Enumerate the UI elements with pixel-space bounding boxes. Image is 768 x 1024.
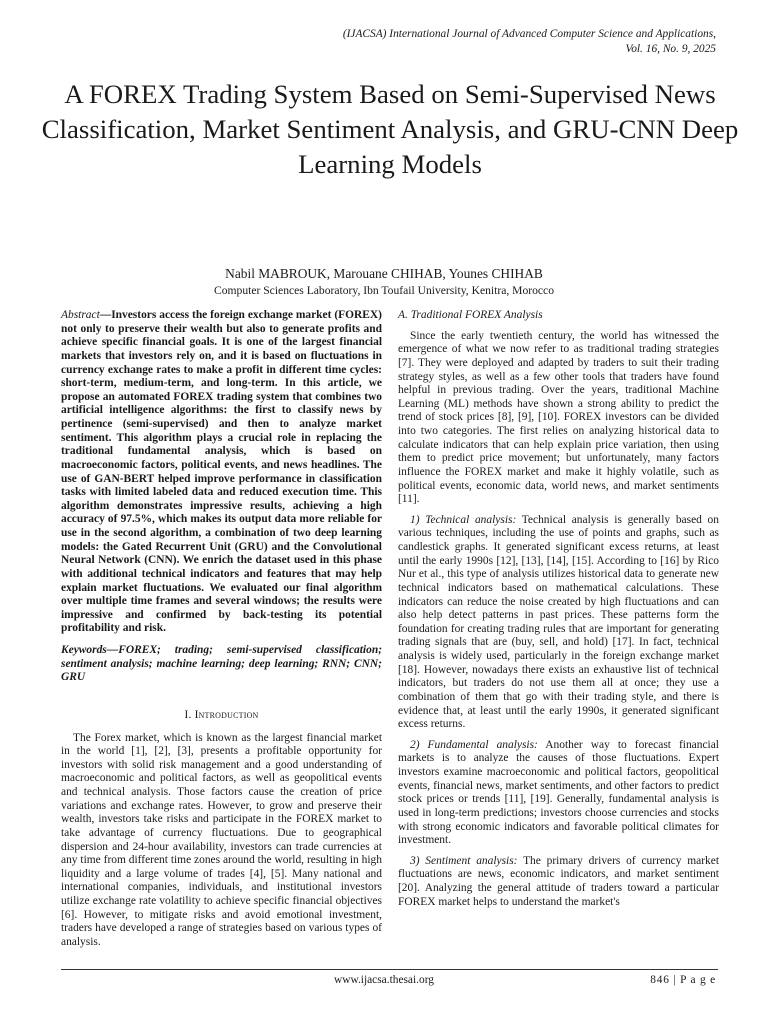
sentiment-analysis-paragraph bbox=[398, 855, 719, 910]
footer-url: www.ijacsa.thesai.org bbox=[334, 974, 434, 986]
fundamental-analysis-label: 2) Fundamental analysis: bbox=[410, 738, 538, 751]
sentiment-analysis-label: 3) Sentiment analysis: bbox=[410, 854, 518, 867]
abstract-label: Abstract bbox=[61, 309, 100, 321]
abstract bbox=[61, 309, 382, 636]
fundamental-analysis-text: Another way to forecast financial markets is to analyze the causes of those fluctuations. Expert investors examine macroeconomic and political factors, geopolitical events, financial news, market sentiments, and other factors to predict stock prices or trends [11], [19]. Generally, fundamental analysis is used in long-term predictions; investors choose currencies and stocks with strong economic indicators and favorable political climates for investment. bbox=[398, 738, 719, 847]
subsection-heading: A. Traditional FOREX Analysis bbox=[398, 309, 543, 321]
page-number: 846 | P a g e bbox=[650, 974, 716, 986]
keywords bbox=[61, 644, 382, 685]
intro-paragraph: The Forex market, which is known as the largest financial market in the world [1], [2], [3], presents a profitable opportunity for investors with solid risk management and a good understanding of macroeconomic and political factors, as well as geopolitical events and technical analysis. Those factors cause the creation of price variations and exchange rates. However, to grow and preserve their wealth, investors take risks and participate in the FOREX market to take advantage of currency fluctuations. Due to geographical dispersion and 24-hour availability, investors can trade currencies at any time from different time zones around the world, resulting in high liquidity and a large volume of trades [4], [5]. Many national and international companies, individuals, and institutional investors utilize exchange rate volatility to achieve specific financial objectives [6]. However, to mitigate risks and avoid emotional investment, traders have developed a range of strategies based on various types of analysis. bbox=[61, 731, 382, 948]
abstract-text: —Investors access the foreign exchange market (FOREX) not only to preserve their wealth but also to generate profits and achieve specific financial goals. It is one of the largest financial markets that investors rely on, and it is based on fluctuations in currency exchange rates to make a profit in different time cycles: short-term, medium-term, and long-term. In this article, we propose an automated FOREX trading system that combines two artificial intelligence algorithms: the first to classify news by pertinence (semi-supervised) and then to analyze market sentiment. This algorithm plays a crucial role in replacing the traditional fundamental analysis, which is based on macroeconomic factors, political events, and news headlines. The use of GAN-BERT helped improve performance in classification tasks with limited labeled data and reduced execution time. This algorithm demonstrates impressive results, achieving a high accuracy of 97.5%, which makes its output data more reliable for use in the second algorithm, a combination of two deep learning models: the Gated Recurrent Unit (GRU) and the Convolutional Neural Network (CNN). We enrich the dataset used in this phase with additional technical indicators and features that may help explain market fluctuations. We evaluated our final algorithm over multiple time frames and several windows; the results were impressive and confirmed by back-testing its potential profitability and risk. bbox=[61, 309, 382, 635]
journal-name: (IJACSA) International Journal of Advanced Computer Science and Applications, bbox=[342, 28, 716, 40]
fundamental-analysis-paragraph bbox=[398, 739, 719, 848]
sentiment-analysis-text: The primary drivers of currency market fluctuations are news, economic indicators, and market sentiment [20]. Analyzing the general attitude of traders toward a particular FOREX market helps to understand the market's bbox=[398, 854, 720, 908]
affiliation: Computer Sciences Laboratory, Ibn Toufail University, Kenitra, Morocco bbox=[213, 283, 555, 297]
section-title: Introduction bbox=[194, 708, 259, 721]
keywords-label: Keywords bbox=[61, 644, 107, 656]
footer-rule bbox=[61, 969, 718, 970]
right-column bbox=[398, 309, 719, 909]
section-number: I. bbox=[184, 708, 195, 721]
technical-analysis-paragraph bbox=[398, 514, 719, 732]
authors: Nabil MABROUK, Marouane CHIHAB, Younes CHIHAB bbox=[225, 266, 543, 281]
volume-info: Vol. 16, No. 9, 2025 bbox=[625, 42, 716, 55]
paper-title: A FOREX Trading System Based on Semi-Supervised News Classification, Market Sentiment Analysis, and GRU-CNN Deep Learning Models bbox=[41, 79, 739, 179]
left-column bbox=[61, 309, 382, 950]
section-heading-introduction bbox=[61, 709, 382, 723]
technical-analysis-text: Technical analysis is generally based on various techniques, including the use of points and graphs, such as candlestick graphs. It generated significant excess returns, at least until the early 1990s [12], [13], [14], [15]. According to [16] by Rico Nur et al., this type of analysis utilizes historical data to generate new technical indicators based on mathematical calculations. These indicators can reduce the noise created by high fluctuations and can also help detect patterns in past prices. These patterns form the foundation for creating trading rules that are important for generating trading signals that are (buy, sell, and hold) [17]. In fact, technical analysis is widely used, particularly in the foreign exchange market [18]. However, nowadays there exists an exhaustive list of technical indicators, but traders do not use them all at once; they use a combination of them that go with their trading style, and there is evidence that, at least until the early 1990s, it generated significant excess returns. bbox=[398, 513, 719, 731]
running-header bbox=[76, 27, 716, 56]
keywords-text: —FOREX; trading; semi-supervised classification; sentiment analysis; machine learning; deep learning; RNN; CNN; GRU bbox=[61, 644, 382, 684]
traditional-analysis-paragraph: Since the early twentieth century, the world has witnessed the emergence of what we now refer to as traditional trading strategies [7]. They were deployed and adapted by traders to suit their trading strategy styles, as well as a few other tools that traders have found helpful in previous trading. Over the years, traditional Machine Learning (ML) methods have shown a strong ability to predict the trend of stock prices [8], [9], [10]. FOREX investors can be divided into two categories. The first relies on analyzing historical data to calculate indicators that can help explain price variation, then using them to predict price movement; but unfortunately, many factors influence the FOREX market and make it highly volatile, such as political events, economic data, world news, and market sentiments [11]. bbox=[398, 329, 719, 506]
technical-analysis-label: 1) Technical analysis: bbox=[410, 513, 517, 526]
